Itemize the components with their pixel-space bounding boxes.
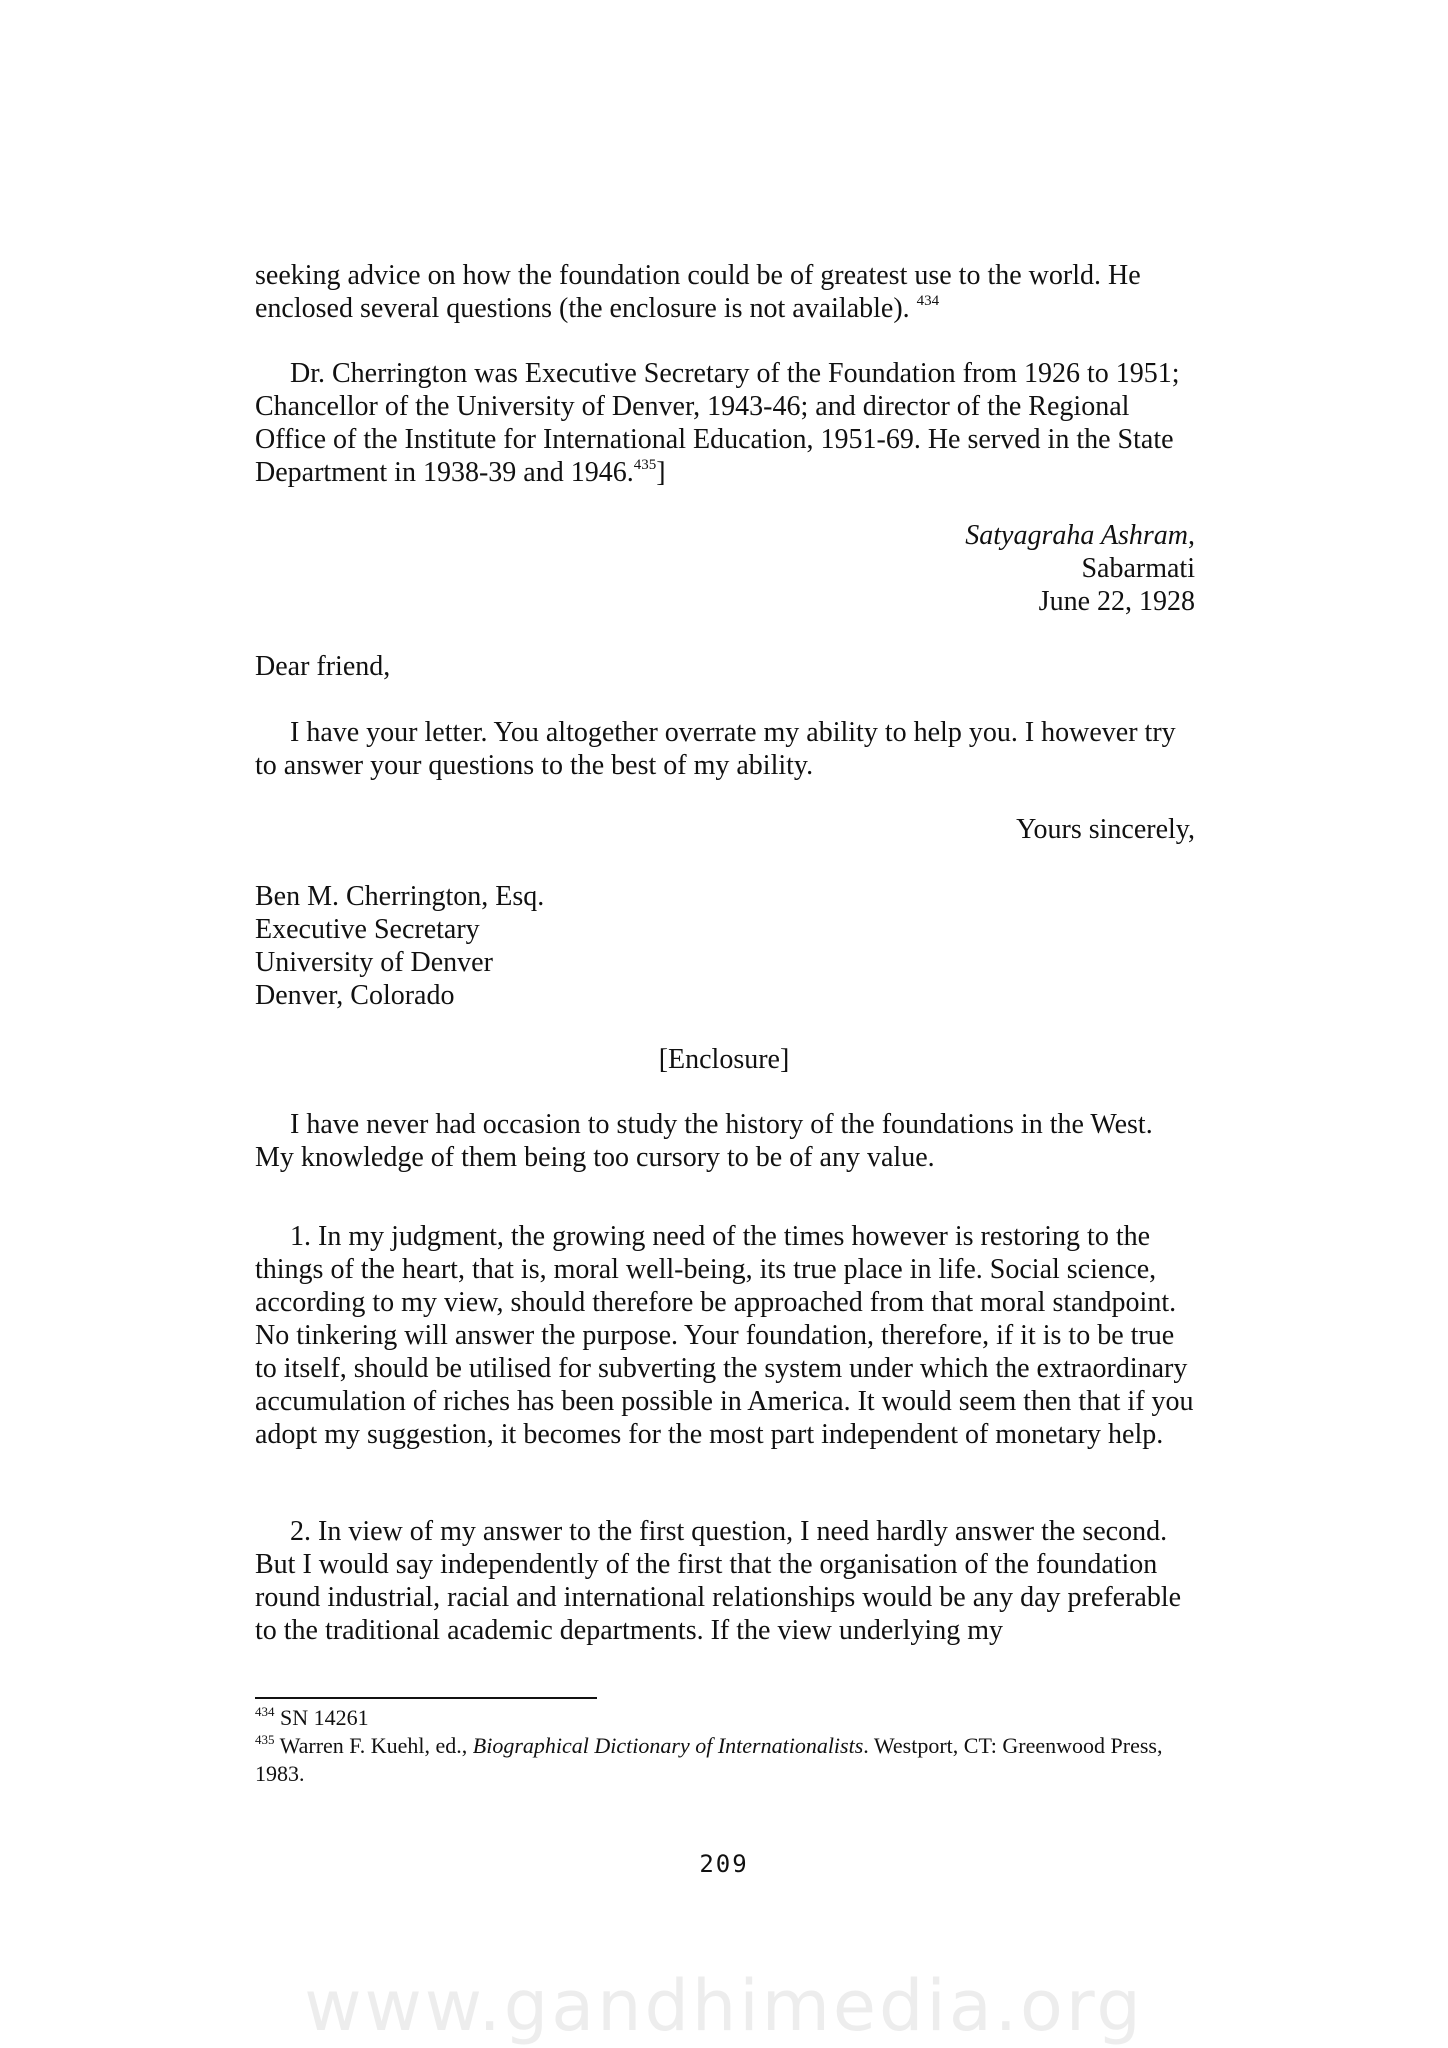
closing: Yours sincerely, (1016, 814, 1195, 845)
footnote-text-end: . Westport, CT: Greenwood Press, 1983. (255, 1733, 1163, 1786)
letter-body-text: I have your letter. You altogether overrate my ability to help you. I however try to answer your questions to the best of my ability. (255, 717, 1176, 781)
footnote-number: 434 (255, 1704, 275, 1719)
footnote-text: Warren F. Kuehl, ed., (279, 1733, 473, 1758)
place-comma: , (1188, 520, 1195, 551)
address-city: Denver, Colorado (255, 980, 455, 1011)
intro-line-2: enclosed several questions (the enclosure is not available). (255, 293, 910, 324)
place-line (965, 519, 1195, 552)
answer-1 (255, 1220, 1195, 1451)
footnotes (255, 1704, 1195, 1788)
footnote-text: SN 14261 (280, 1705, 369, 1730)
footnote-ref-435: 435 (633, 457, 657, 473)
watermark: www.gandhimedia.org (304, 1965, 1144, 2047)
answer-1-text: 1. In my judgment, the growing need of the times however is restoring to the things of the heart, that is, moral well-being, its true place in life. Social science, according to my view, should therefore be approached from that moral standpoint. No tinkering will answer the purpose. Your foundation, therefore, if it is to be true to itself, should be utilised for subverting the system under which the extraordinary accumulation of riches has been possible in America. It would seem then that if you adopt my suggestion, it becomes for the most part independent of monetary help. (255, 1221, 1194, 1450)
footnote-435 (255, 1732, 1195, 1788)
footnote-divider (255, 1697, 597, 1699)
address-name: Ben M. Cherrington, Esq. (255, 881, 545, 912)
footnote-book-title: Biographical Dictionary of Internationalists (472, 1733, 864, 1758)
page-number: 209 (699, 1850, 749, 1878)
letter-body (255, 716, 1195, 782)
letter-date: June 22, 1928 (1038, 586, 1195, 617)
footnote-number: 435 (255, 1732, 275, 1747)
enclosure-heading: [Enclosure] (658, 1044, 790, 1075)
address-org: University of Denver (255, 947, 493, 978)
place-name: Satyagraha Ashram (965, 520, 1188, 551)
bio-close-bracket: ] (656, 457, 666, 488)
intro-paragraph (255, 259, 1195, 325)
enclosure-intro-text: I have never had occasion to study the history of the foundations in the West. My knowledge of them being too cursory to be of any value. (255, 1109, 1153, 1173)
intro-line-1: seeking advice on how the foundation could be of greatest use to the world. He (255, 260, 1141, 291)
answer-2-text: 2. In view of my answer to the first question, I need hardly answer the second. But I would say independently of the first that the organisation of the foundation round industrial, racial and international relationships would be any day preferable to the traditional academic departments. If the view underlying my (255, 1516, 1182, 1646)
footnote-434 (255, 1704, 1195, 1732)
answer-2 (255, 1515, 1195, 1647)
footnote-ref-434: 434 (916, 293, 940, 309)
bio-text: Dr. Cherrington was Executive Secretary of the Foundation from 1926 to 1951; Chancellor of the University of Denver, 1943-46; and director of the Regional Office of the Institute for International Education, 1951-69. He served in the State Department in 1938-39 and 1946. (255, 358, 1180, 488)
bio-paragraph (255, 357, 1195, 489)
address-title: Executive Secretary (255, 914, 480, 945)
address-block (255, 880, 1195, 1012)
enclosure-intro (255, 1108, 1195, 1174)
salutation: Dear friend, (255, 651, 391, 682)
place-city: Sabarmati (1081, 553, 1195, 584)
